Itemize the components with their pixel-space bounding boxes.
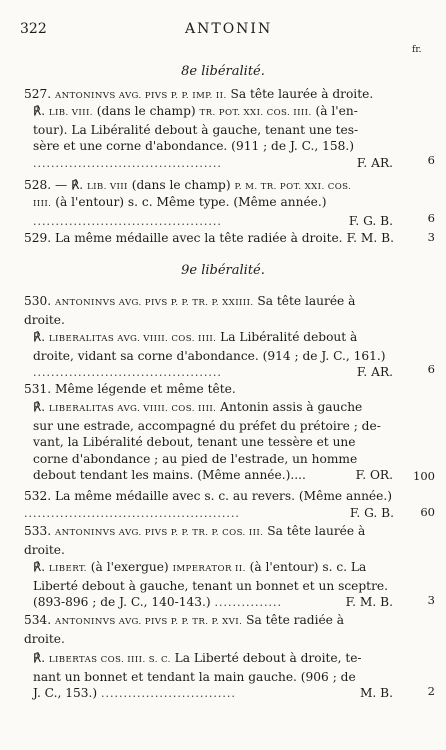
dot-leader: ............... — [214, 596, 282, 609]
currency-label: fr. — [412, 45, 422, 55]
obverse-description: droite. — [24, 631, 65, 646]
reverse-legend: LIBERT. — [48, 564, 87, 574]
running-head: ANTONIN — [185, 21, 273, 37]
obverse-legend: ANTONINVS AVG. PIVS P. P. TR. P. COS. III. — [55, 528, 264, 538]
reverse-symbol: ℟. — [33, 560, 46, 574]
obverse-description: Sa tête laurée à droite. — [230, 87, 374, 101]
reverse-text: (893-896 ; de J. C., 140-143.) — [33, 595, 211, 609]
entry-number: 528. — [24, 178, 52, 192]
reverse-symbol: ℟. — [33, 104, 46, 118]
entry-number: 529. — [24, 231, 52, 245]
reverse-legend: LIBERALITAS AVG. VIIII. COS. IIII. — [48, 334, 217, 344]
rarity-code: F. G. B. — [348, 213, 393, 228]
obverse-description: Sa tête laurée à — [267, 524, 366, 538]
obverse-description: droite. — [24, 542, 65, 557]
obverse-legend: ANTONINVS AVG. PIVS P. P. IMP. II. — [55, 91, 227, 101]
entry-number: 534. — [24, 613, 52, 627]
catalog-entry-531 — [24, 381, 394, 398]
reverse-symbol: ℟. — [33, 651, 46, 665]
price: 6 — [427, 153, 435, 167]
entry-number: 527. — [24, 87, 52, 101]
reverse-531 — [33, 399, 393, 484]
entry-text: La même médaille avec la tête radiée à droite. — [55, 231, 343, 245]
reverse-legend: LIBERALITAS AVG. VIIII. COS. IIII. — [48, 404, 217, 414]
reverse-text: debout tendant les mains. (Même année.).... — [33, 468, 306, 482]
rarity-code: F. G. B. — [349, 505, 394, 520]
catalog-entry-533 — [24, 523, 394, 558]
reverse-text: (dans le champ) — [131, 178, 231, 192]
reverse-text: tour). La Libéralité debout à gauche, tenant une tes- — [33, 122, 359, 137]
reverse-text: vant, la Libéralité debout, tenant une tessère et une — [33, 435, 356, 449]
price: 2 — [427, 684, 435, 698]
reverse-legend: IMPERATOR II. — [172, 564, 246, 574]
price: 6 — [427, 362, 435, 376]
reverse-530 — [33, 329, 393, 382]
dot-leader: .......................................... — [33, 156, 222, 170]
price: 3 — [427, 593, 435, 607]
entry-text: Même légende et même tête. — [55, 382, 236, 396]
reverse-legend: LIB. VIII. — [48, 108, 93, 118]
entry-number: 532. — [24, 489, 52, 503]
entry-number: 530. — [24, 294, 52, 308]
obverse-description: Sa tête laurée à — [257, 294, 356, 308]
catalog-entry-529 — [24, 230, 394, 247]
catalog-entry-528 — [24, 177, 394, 196]
reverse-legend: IIII. — [33, 199, 52, 209]
reverse-text: (à l'entour) s. c. Même type. (Même année.) — [55, 195, 327, 209]
page-number: 322 — [20, 21, 47, 37]
reverse-symbol: ℟. — [33, 400, 46, 414]
reverse-528 — [33, 194, 393, 230]
reverse-symbol: ℟. — [33, 330, 46, 344]
obverse-description: Sa tête radiée à — [246, 613, 345, 627]
dot-leader: .............................. — [100, 687, 236, 700]
reverse-text: (à l'en- — [315, 104, 358, 118]
entry-number: 531. — [24, 382, 52, 396]
reverse-symbol: ℟. — [71, 178, 84, 192]
price: 3 — [427, 230, 435, 244]
reverse-text: (dans le champ) — [96, 104, 196, 118]
reverse-text: La Liberté debout à droite, te- — [174, 651, 362, 665]
rarity-code: F. M. B. — [345, 595, 393, 609]
dot-leader: .......................................... — [33, 214, 222, 228]
price: 6 — [427, 211, 435, 225]
reverse-text: Liberté debout à gauche, tenant un bonnet et un sceptre. — [33, 578, 388, 593]
reverse-legend: LIB. VIII — [86, 182, 128, 192]
reverse-527 — [33, 103, 393, 172]
catalog-entry-527 — [24, 86, 394, 105]
entry-text: La même médaille avec s. c. au revers. (Même année.) — [55, 489, 392, 503]
rarity-code: F. AR. — [356, 365, 393, 379]
catalog-entry-530 — [24, 293, 394, 328]
reverse-534 — [33, 650, 393, 703]
catalog-entry-532 — [24, 488, 394, 522]
obverse-legend: ANTONINVS AVG. PIVS P. P. TR. P. XXIIII. — [55, 298, 254, 308]
reverse-text: sur une estrade, accompagné du préfet du prétoire ; de- — [33, 418, 381, 433]
entry-number: 533. — [24, 524, 52, 538]
catalog-entry-534 — [24, 612, 394, 647]
section-title: 9e libéralité. — [181, 263, 265, 278]
obverse-description: droite. — [24, 312, 65, 327]
rarity-code: F. M. B. — [346, 231, 394, 245]
reverse-text: nant un bonnet et tendant la main gauche. (906 ; de — [33, 669, 356, 684]
reverse-text: (à l'entour) s. c. La — [249, 560, 367, 574]
reverse-text: corne d'abondance ; au pied de l'estrade, un homme — [33, 451, 358, 466]
rarity-code: M. B. — [359, 686, 393, 700]
price: 100 — [413, 469, 435, 483]
reverse-text: La Libéralité debout à — [220, 330, 358, 344]
dot-leader: ................................................ — [24, 506, 240, 520]
rarity-code: F. AR. — [356, 155, 393, 170]
reverse-text: sère et une corne d'abondance. (911 ; de J. C., 158.) — [33, 139, 355, 153]
reverse-text: J. C., 153.) — [33, 686, 98, 700]
reverse-legend: TR. POT. XXI. COS. IIII. — [199, 108, 312, 118]
reverse-text: (à l'exergue) — [90, 560, 169, 574]
reverse-text: Antonin assis à gauche — [220, 400, 363, 414]
section-title: 8e libéralité. — [181, 64, 265, 79]
dot-leader: .......................................... — [33, 366, 222, 379]
reverse-legend: LIBERTAS COS. IIII. S. C. — [48, 655, 171, 665]
obverse-legend: ANTONINVS AVG. PIVS P. P. TR. P. XVI. — [55, 617, 243, 627]
reverse-text: droite, vidant sa corne d'abondance. (914 ; de J. C., 161.) — [33, 348, 386, 363]
reverse-533 — [33, 559, 393, 612]
rarity-code: F. OR. — [355, 468, 393, 482]
ditto-dash: — — [55, 178, 68, 192]
price: 60 — [420, 505, 435, 519]
reverse-legend: P. M. TR. POT. XXI. COS. — [234, 182, 352, 192]
